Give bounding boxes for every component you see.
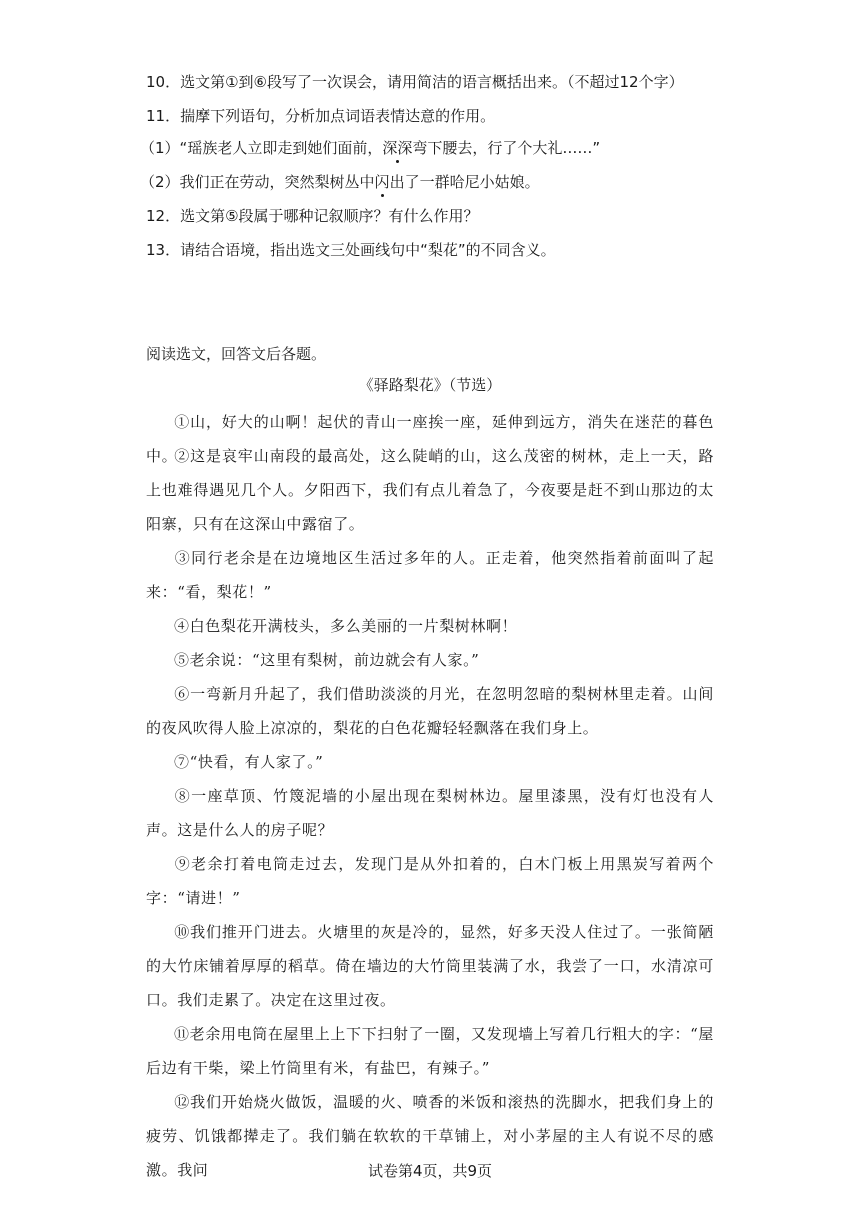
paragraph-text: ①山，好大的山啊！起伏的青山一座挨一座，延伸到远方，消失在迷茫的暮色中。 <box>146 413 714 465</box>
paragraph-text: ⑨老余打着电筒走过去，发现门是从外扣着的，白木门板上用黑炭写着两个字：“请进！” <box>146 855 714 907</box>
question-11-1 <box>140 138 600 158</box>
q11-1-dotted: 深深 <box>382 139 413 157</box>
q11-1-before: （1）“瑶族老人立即走到她们面前， <box>140 139 383 157</box>
paragraph-text: ⑤老余说：“这里有梨树，前边就会有人家。” <box>174 651 480 669</box>
page-footer: 试卷第4页，共9页 <box>367 1162 493 1180</box>
question-12: 12．选文第⑤段属于哪种记叙顺序？有什么作用？ <box>146 207 479 225</box>
paragraph-text: ⑦“快看，有人家了。” <box>174 753 324 771</box>
passage-title: 《驿路梨花》（节选） <box>358 376 502 394</box>
reading-intro: 阅读选文，回答文后各题。 <box>146 345 327 363</box>
q11-2-after: 出了一群哈尼小姑娘。 <box>389 173 540 191</box>
q11-1-after: 弯下腰去，行了个大礼……” <box>412 139 601 157</box>
paragraph-6 <box>146 677 714 745</box>
paragraph-text: ⑧一座草顶、竹篾泥墙的小屋出现在梨树林边。屋里漆黑，没有灯也没有人声。这是什么人的房子呢？ <box>146 787 714 839</box>
q11-2-before: （2）我们正在劳动，突然梨树丛中 <box>140 173 375 191</box>
q11-2-dotted: 闪 <box>374 173 390 191</box>
paragraph-2 <box>146 439 714 541</box>
paragraph-text: ⑫我们开始烧火做饭，温暖的火、喷香的米饭和滚热的洗脚水，把我们身上的疲劳、饥饿都撵走了。我们躺在软软的干草铺上，对小茅屋的主人有说不尽的感激。我问 <box>146 1093 714 1179</box>
paragraph-text: ②这是哀牢山南段的最高处，这么陡峭的山，这么茂密的树林，走上一天，路上也难得遇见几个人。夕阳西下，我们有点儿着急了，今夜要是赶不到山那边的太阳寨，只有在这深山中露宿了。 <box>146 447 714 533</box>
paragraph-11 <box>146 1017 714 1085</box>
question-11-2 <box>140 172 540 192</box>
paragraph-4 <box>146 609 714 643</box>
paragraph-text: ④白色梨花开满枝头，多么美丽的一片梨树林啊！ <box>174 617 518 635</box>
paragraph-10 <box>146 915 714 1017</box>
question-10: 10．选文第①到⑥段写了一次误会，请用简洁的语言概括出来。（不超过12个字） <box>146 73 684 91</box>
paragraph-text: ⑥一弯新月升起了，我们借助淡淡的月光，在忽明忽暗的梨树林里走着。山间的夜风吹得人脸上凉凉的，梨花的白色花瓣轻轻飘落在我们身上。 <box>146 685 714 737</box>
paragraph-7 <box>146 745 714 779</box>
question-11: 11．揣摩下列语句，分析加点词语表情达意的作用。 <box>146 107 496 125</box>
paragraph-5 <box>146 643 714 677</box>
paragraph-8 <box>146 779 714 847</box>
paragraph-text: ③同行老余是在边境地区生活过多年的人。正走着，他突然指着前面叫了起来：“看，梨花！” <box>146 549 714 601</box>
paragraph-9 <box>146 847 714 915</box>
paragraph-3 <box>146 541 714 609</box>
question-13: 13．请结合语境，指出选文三处画线句中“梨花”的不同含义。 <box>146 241 556 259</box>
paragraph-text: ⑩我们推开门进去。火塘里的灰是冷的，显然，好多天没人住过了。一张简陋的大竹床铺着厚厚的稻草。倚在墙边的大竹筒里装满了水，我尝了一口，水清凉可口。我们走累了。决定在这里过夜。 <box>146 923 714 1009</box>
paragraph-text: ⑪老余用电筒在屋里上上下下扫射了一圈，又发现墙上写着几行粗大的字：“屋后边有干柴，梁上竹筒里有米，有盐巴，有辣子。” <box>146 1025 714 1077</box>
